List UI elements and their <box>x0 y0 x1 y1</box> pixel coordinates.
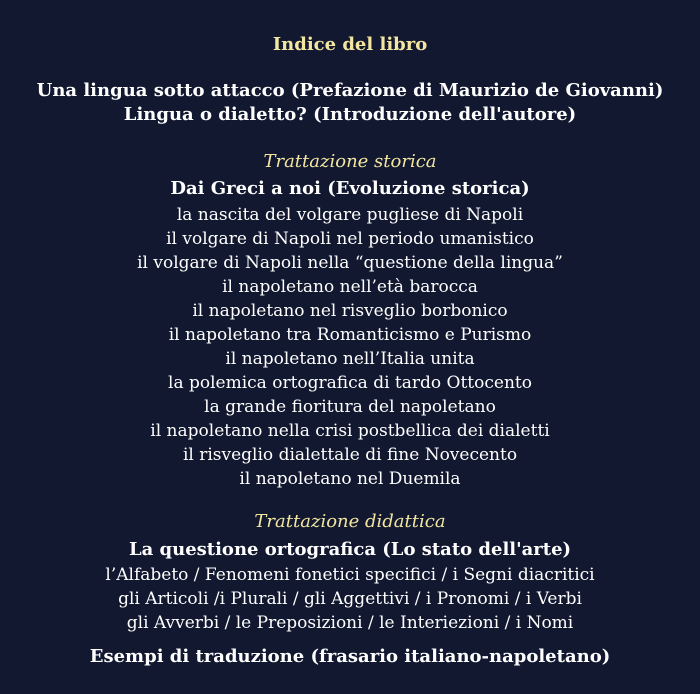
list-item: il volgare di Napoli nella “questione della lingua” <box>137 253 563 273</box>
didactic-section-label: Trattazione didattica <box>254 511 446 532</box>
list-item: il napoletano nella crisi postbellica dei dialetti <box>150 421 550 441</box>
list-item: il napoletano nell’età barocca <box>222 277 478 297</box>
preface-entry: Una lingua sotto attacco (Prefazione di Maurizio de Giovanni) <box>36 80 664 101</box>
list-item: il risveglio dialettale di fine Novecento <box>182 445 518 465</box>
list-item: il napoletano nell’Italia unita <box>225 349 475 369</box>
list-item: la nascita del volgare pugliese di Napoli <box>176 205 524 225</box>
list-item: la polemica ortografica di tardo Ottocento <box>168 373 532 393</box>
introduction-entry: Lingua o dialetto? (Introduzione dell'autore) <box>123 104 577 125</box>
list-item: il napoletano tra Romanticismo e Purismo <box>168 325 532 345</box>
list-item: gli Avverbi / le Preposizioni / le Interiezioni / i Nomi <box>126 613 574 633</box>
list-item: la grande fioritura del napoletano <box>204 397 496 417</box>
historical-section-label: Trattazione storica <box>263 151 437 172</box>
list-item: l’Alfabeto / Fenomeni fonetici specifici / i Segni diacritici <box>105 565 595 585</box>
list-item: gli Articoli /i Plurali / gli Aggettivi / i Pronomi / i Verbi <box>118 589 582 609</box>
didactic-section-heading: La questione ortografica (Lo stato dell'arte) <box>128 539 572 560</box>
didactic-topics-list <box>0 563 700 635</box>
historical-section-heading: Dai Greci a noi (Evoluzione storica) <box>170 178 530 199</box>
list-item: il napoletano nel Duemila <box>239 469 461 489</box>
list-item: il volgare di Napoli nel periodo umanistico <box>166 229 534 249</box>
index-title: Indice del libro <box>272 34 428 55</box>
historical-topics-list <box>0 203 700 491</box>
list-item: il napoletano nel risveglio borbonico <box>192 301 508 321</box>
translation-examples-entry: Esempi di traduzione (frasario italiano-napoletano) <box>89 646 611 667</box>
